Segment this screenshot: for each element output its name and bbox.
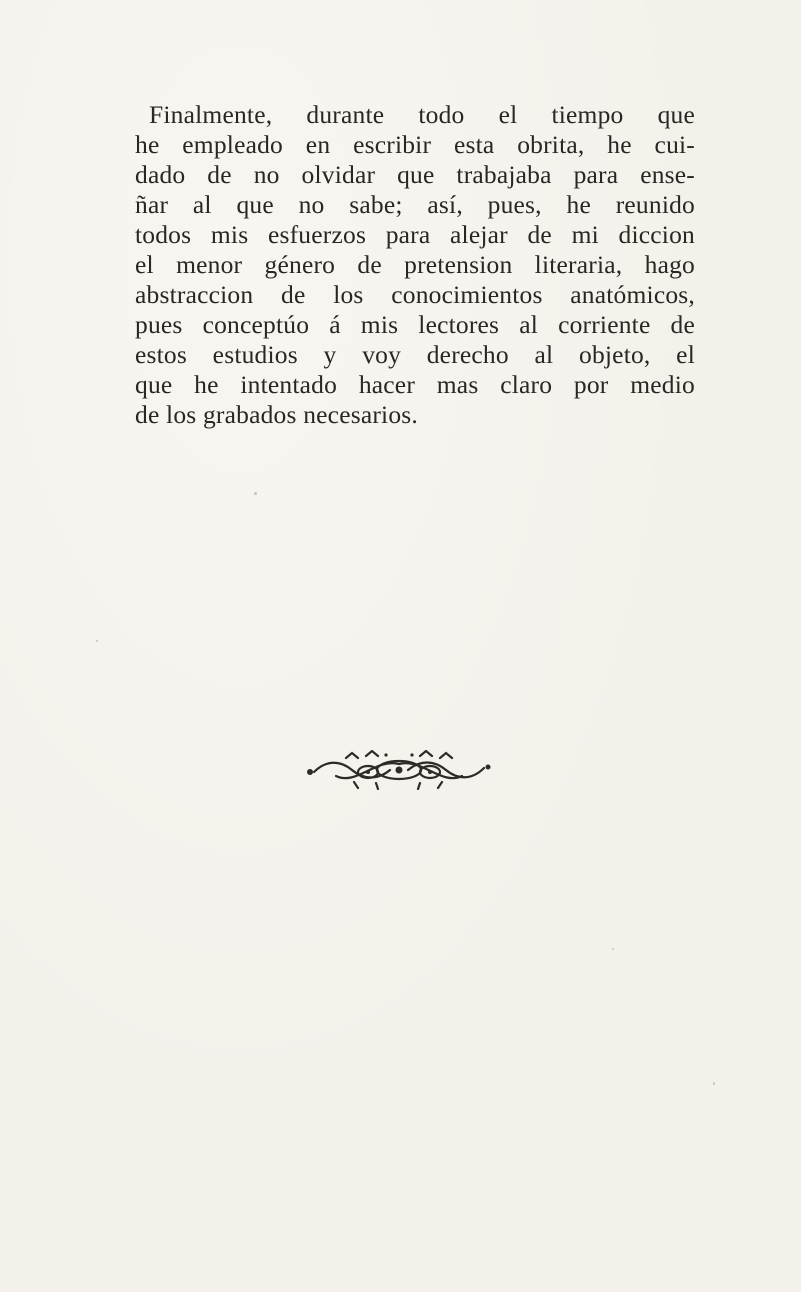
text-line: que he intentado hacer mas claro por medio xyxy=(135,370,695,399)
text-line: estos estudios y voy derecho al objeto, el xyxy=(135,340,695,369)
text-line: abstraccion de los conocimientos anatómicos, xyxy=(135,280,695,309)
ornament-vignette-icon xyxy=(306,750,492,790)
text-line: pues conceptúo á mis lectores al corriente de xyxy=(135,310,695,339)
text-line: de los grabados necesarios. xyxy=(135,400,418,429)
text-line: he empleado en escribir esta obrita, he cui- xyxy=(135,130,695,159)
text-line: dado de no olvidar que trabajaba para ense- xyxy=(135,160,695,189)
text-line: Finalmente, durante todo el tiempo que xyxy=(149,100,695,129)
paragraph xyxy=(135,100,695,430)
text-line: ñar al que no sabe; así, pues, he reunido xyxy=(135,190,695,219)
text-line: todos mis esfuerzos para alejar de mi diccion xyxy=(135,220,695,249)
text-line: el menor género de pretension literaria, hago xyxy=(135,250,695,279)
